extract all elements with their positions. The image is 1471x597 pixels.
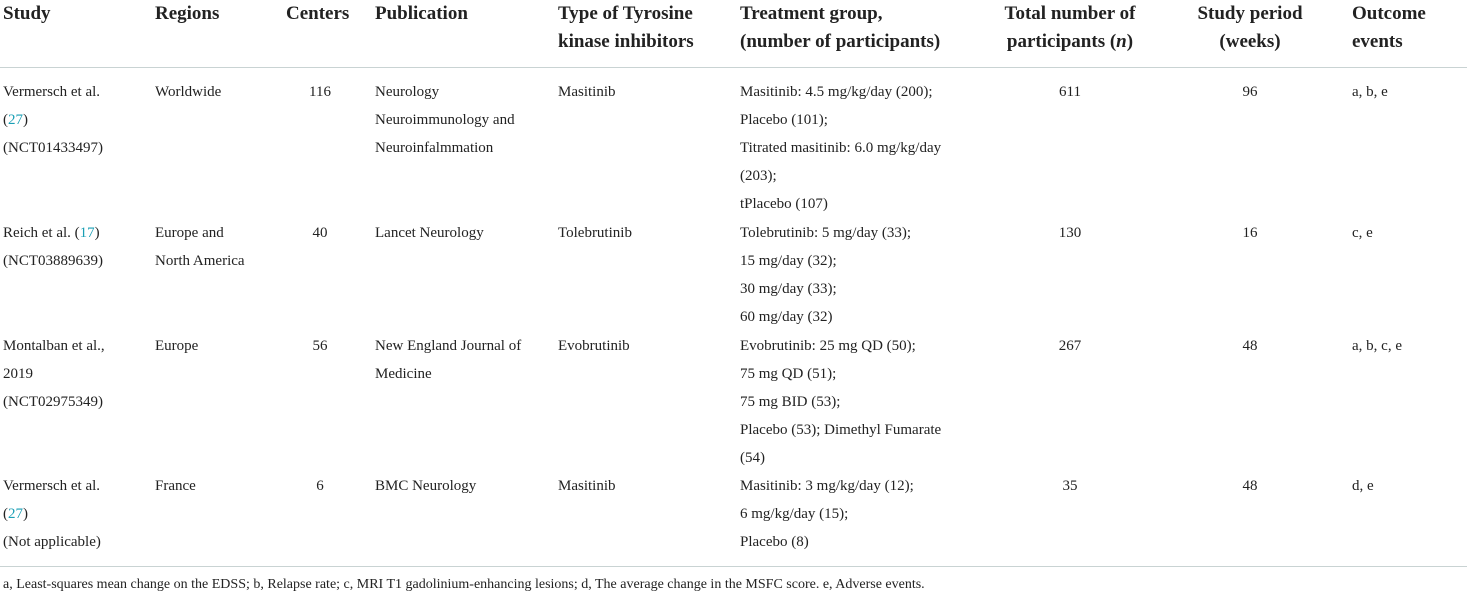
row-3-treatment: Evobrutinib: 25 mg QD (50); 75 mg QD (51); 75 mg BID (53); Placebo (53); Dimethyl Fumarate (54)	[740, 338, 942, 466]
row-3-total: 267	[1058, 338, 1082, 354]
row-4-study: Vermersch et al. (27) (Not applicable)	[3, 478, 101, 550]
row-2-tki: Tolebrutinib	[558, 225, 632, 241]
row-1-total: 611	[1059, 84, 1081, 100]
row-2-treatment: Tolebrutinib: 5 mg/day (33); 15 mg/day (32); 30 mg/day (33); 60 mg/day (32)	[740, 225, 912, 325]
row-2-regions: Europe and North America	[155, 225, 245, 269]
row-4-treatment: Masitinib: 3 mg/kg/day (12); 6 mg/kg/day (15); Placebo (8)	[740, 478, 914, 550]
row-2-period: 16	[1242, 225, 1258, 241]
row-1-treatment: Masitinib: 4.5 mg/kg/day (200); Placebo (101); Titrated masitinib: 6.0 mg/kg/day (203); tPlacebo (107)	[740, 84, 942, 212]
row-4-tki: Masitinib	[558, 478, 616, 494]
header-regions: Regions	[155, 3, 220, 24]
reference-link[interactable]: 27	[8, 112, 23, 128]
reference-link[interactable]: 27	[8, 506, 23, 522]
row-4-centers: 6	[316, 478, 324, 494]
header-treatment-group: Treatment group, (number of participants)	[740, 3, 941, 52]
row-3-period: 48	[1242, 338, 1258, 354]
header-study: Study	[3, 3, 51, 24]
row-2-study: Reich et al. (17) (NCT03889639)	[3, 225, 103, 269]
row-3-tki: Evobrutinib	[558, 338, 630, 354]
row-3-outcome: a, b, c, e	[1352, 338, 1402, 354]
header-outcome-events: Outcome events	[1352, 3, 1426, 52]
row-1-publication: Neurology Neuroimmunology and Neuroinfalmmation	[375, 84, 515, 156]
row-3-study: Montalban et al., 2019 (NCT02975349)	[3, 338, 105, 410]
header-divider	[0, 67, 1467, 68]
row-3-regions: Europe	[155, 338, 199, 354]
row-1-study: Vermersch et al. (27) (NCT01433497)	[3, 84, 103, 156]
row-1-tki: Masitinib	[558, 84, 616, 100]
row-4-publication: BMC Neurology	[375, 478, 477, 494]
header-study-period: Study period (weeks)	[1197, 3, 1303, 52]
table-footnote: a, Least-squares mean change on the EDSS; b, Relapse rate; c, MRI T1 gadolinium-enhancing lesions; d, The average change in the MSFC score. e, Adverse events.	[3, 577, 925, 592]
table-bottom-rule	[0, 566, 1467, 567]
row-4-regions: France	[155, 478, 196, 494]
row-2-total: 130	[1058, 225, 1082, 241]
header-tki-type: Type of Tyrosine kinase inhibitors	[558, 3, 694, 52]
row-1-regions: Worldwide	[155, 84, 222, 100]
row-2-outcome: c, e	[1352, 225, 1373, 241]
header-publication: Publication	[375, 3, 468, 24]
row-2-centers: 40	[312, 225, 328, 241]
row-4-outcome: d, e	[1352, 478, 1374, 494]
row-2-publication: Lancet Neurology	[375, 225, 484, 241]
row-4-period: 48	[1242, 478, 1258, 494]
row-1-period: 96	[1242, 84, 1258, 100]
row-1-centers: 116	[309, 84, 331, 100]
reference-link[interactable]: 17	[79, 225, 95, 241]
row-1-outcome: a, b, e	[1352, 84, 1388, 100]
row-4-total: 35	[1062, 478, 1078, 494]
header-total-participants: Total number of participants (n)	[1004, 3, 1136, 52]
row-3-centers: 56	[312, 338, 328, 354]
row-3-publication: New England Journal of Medicine	[375, 338, 522, 382]
header-centers: Centers	[286, 3, 350, 24]
